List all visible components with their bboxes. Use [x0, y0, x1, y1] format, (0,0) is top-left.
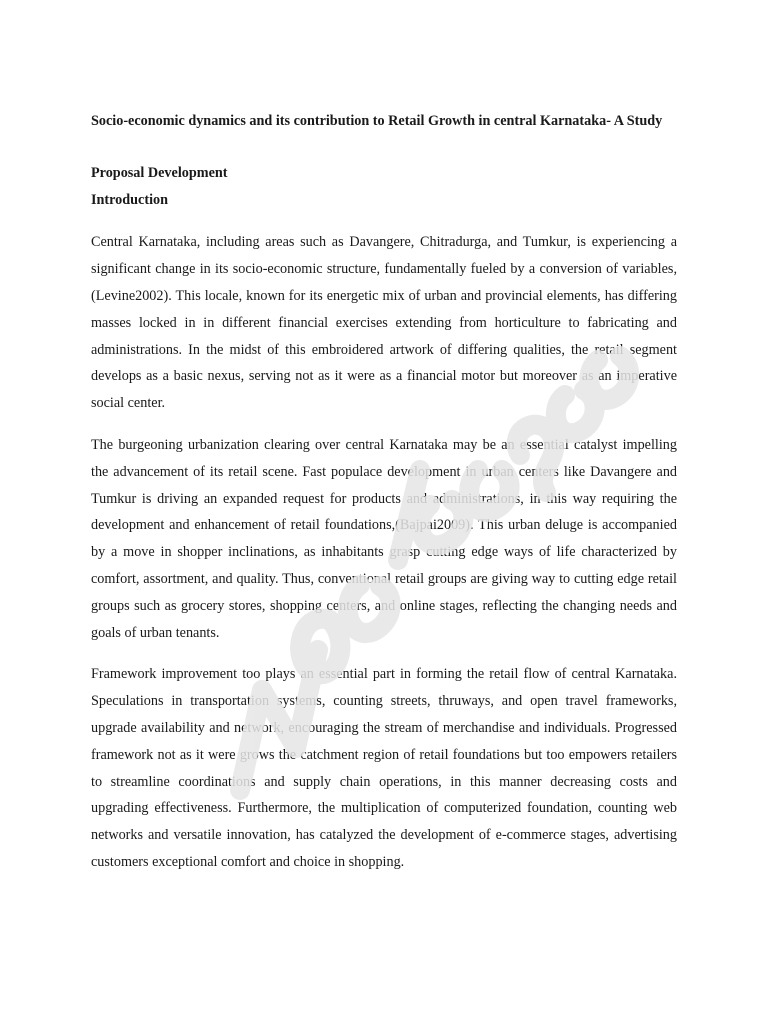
document-title: Socio-economic dynamics and its contribution to Retail Growth in central Karnataka- A Study [91, 113, 663, 129]
paragraph-1: Central Karnataka, including areas such as Davangere, Chitradurga, and Tumkur, is experiencing a significant change in its socio-economic structure, fundamentally fueled by a conversion of variables,(Levine2002). This locale, known for its energetic mix of urban and provincial elements, has differing masses locked in in different financial exercises extending from horticulture to fabricating and administrations. In the midst of this embroidered artwork of differing qualities, the retail segment develops as a basic nexus, serving not as it were as a financial motor but moreover as an imperative social center. [91, 234, 677, 412]
subsection-heading: Introduction [91, 191, 168, 208]
section-heading: Proposal Development [91, 164, 228, 181]
document-body [91, 108, 677, 876]
paragraph-3: Framework improvement too plays an essential part in forming the retail flow of central Karnataka. Speculations in transportation systems, counting streets, thruways, and open travel frameworks, upgrade availability and network, encouraging the stream of merchandise and individuals. Progressed framework not as it were grows the catchment region of retail foundations but too empowers retailers to streamline coordinations and supply chain operations, in this manner decreasing costs and upgrading effectiveness. Furthermore, the multiplication of computerized foundation, counting web networks and versatile innovation, has catalyzed the development of e-commerce stages, advertising customers exceptional comfort and choice in shopping. [91, 666, 677, 870]
paragraph-2: The burgeoning urbanization clearing over central Karnataka may be an essential catalyst impelling the advancement of its retail scene. Fast populace development in urban centers like Davangere and Tumkur is driving an expanded request for products and administrations, in this way requiring the development and enhancement of retail foundations,(Bajpai2009). This urban deluge is accompanied by a move in shopper inclinations, as inhabitants grasp cutting edge ways of life characterized by comfort, assortment, and quality. Thus, conventional retail groups are giving way to cutting edge retail groups such as grocery stores, shopping centers, and online stages, reflecting the changing needs and goals of urban tenants. [91, 436, 677, 641]
